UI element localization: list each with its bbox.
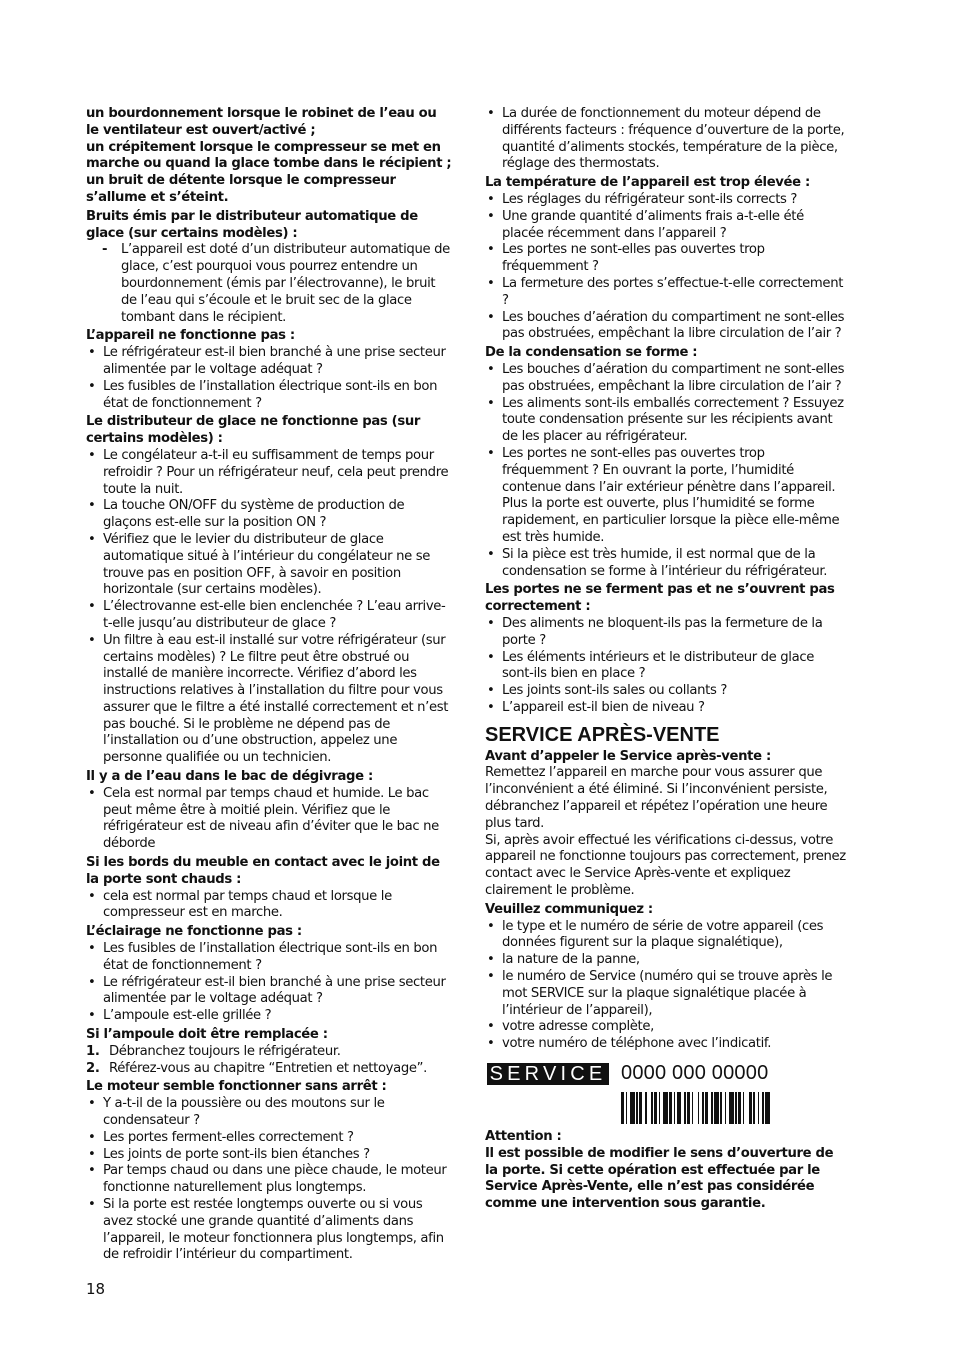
section-heading: Attention : xyxy=(485,1129,562,1145)
list-item: • Si la porte est restée longtemps ouverte ou si vous avez stocké une grande quantité d’aliments dans l’appareil, le moteur fonctionnera plus longtemps, afin de refroidir l’intérieur du compartiment. xyxy=(86,1197,452,1264)
item-text: Référez-vous au chapitre “Entretien et nettoyage”. xyxy=(109,1060,427,1076)
bullet-list xyxy=(86,345,452,412)
list-item: • le numéro de Service (numéro qui se trouve après le mot SERVICE sur la plaque signalétique placée à l’intérieur de l’appareil), xyxy=(485,969,849,1019)
list-item: • Des aliments ne bloquent-ils pas la fermeture de la porte ? xyxy=(485,616,849,650)
bullet-list xyxy=(86,448,452,767)
list-item: • votre numéro de téléphone avec l’indicatif. xyxy=(485,1036,849,1053)
item-text: Débranchez toujours le réfrigérateur. xyxy=(109,1043,341,1059)
left-column xyxy=(86,106,452,1264)
bullet-list xyxy=(86,941,452,1025)
section-heading: Avant d’appeler le Service après-vente : xyxy=(485,748,771,764)
list-item: • Les portes ne sont-elles pas ouvertes trop fréquemment ? xyxy=(485,242,849,276)
list-item: • Les joints sont-ils sales ou collants ? xyxy=(485,683,849,700)
list-item: • Les portes ferment-elles correctement ? xyxy=(86,1130,452,1147)
bullet-list xyxy=(485,616,849,717)
list-item: • Par temps chaud ou dans une pièce chaude, le moteur fonctionne naturellement plus longtemps. xyxy=(86,1163,452,1197)
list-item: • Le réfrigérateur est-il bien branché à une prise secteur alimentée par le voltage adéquat ? xyxy=(86,975,452,1009)
list-item: • Les aliments sont-ils emballés correctement ? Essuyez toute condensation présente sur les récipients avant de les placer au réfrigérateur. xyxy=(485,396,849,446)
page-number: 18 xyxy=(86,1280,106,1298)
service-plate xyxy=(485,1059,849,1127)
service-number: 0000 000 00000 xyxy=(621,1062,769,1085)
section-heading: Il y a de l’eau dans le bac de dégivrage : xyxy=(86,769,373,785)
section-heading: Le moteur semble fonctionner sans arrêt : xyxy=(86,1079,387,1095)
list-item: • Les portes ne sont-elles pas ouvertes trop fréquemment ? En ouvrant la porte, l’humidité contenue dans l’air extérieur pénètre dans l’appareil. Plus la porte est ouverte, plus l’humidité se forme rapidement, en particulier lorsque la pièce elle-même est très humide. xyxy=(485,446,849,547)
section-heading: Si les bords du meuble en contact avec le joint de la porte sont chauds : xyxy=(86,855,440,887)
section-heading: Si l’ampoule doit être remplacée : xyxy=(86,1027,328,1043)
barcode-image xyxy=(621,1092,771,1124)
list-item: • Le congélateur a-t-il eu suffisamment de temps pour refroidir ? Pour un réfrigérateur neuf, cela peut prendre toute la nuit. xyxy=(86,448,452,498)
bullet-list xyxy=(485,106,849,173)
bullet-list xyxy=(86,889,452,923)
section-heading: La température de l’appareil est trop élevée : xyxy=(485,175,810,191)
list-item: • cela est normal par temps chaud et lorsque le compresseur est en marche. xyxy=(86,889,452,923)
bullet-list xyxy=(485,362,849,580)
list-item: • L’électrovanne est-elle bien enclenchée ? L’eau arrive-t-elle jusqu’au distributeur de glace ? xyxy=(86,599,452,633)
item-number: 1. xyxy=(86,1043,100,1059)
bullet-list xyxy=(485,919,849,1053)
bullet-list xyxy=(485,192,849,343)
section-heading: L’éclairage ne fonctionne pas : xyxy=(86,924,302,940)
bullet-list xyxy=(86,786,452,853)
list-item: • La fermeture des portes s’effectue-t-elle correctement ? xyxy=(485,276,849,310)
numbered-item xyxy=(86,1044,452,1061)
list-item: • La durée de fonctionnement du moteur dépend de différents facteurs : fréquence d’ouverture de la porte, quantité d’aliments stockés, température de la pièce, réglage des thermostats. xyxy=(485,106,849,173)
bold-paragraph: un crépitement lorsque le compresseur se met en marche ou quand la glace tombe dans le récipient ; un bruit de détente lorsque le compresseur s’allume et s’éteint. xyxy=(86,139,452,205)
right-column xyxy=(485,106,849,1213)
bold-paragraph: un bourdonnement lorsque le robinet de l’eau ou le ventilateur est ouvert/activé ; xyxy=(86,106,437,138)
list-item: • L’ampoule est-elle grillée ? xyxy=(86,1008,452,1025)
barcode-bar xyxy=(770,1092,772,1124)
list-item: • Un filtre à eau est-il installé sur votre réfrigérateur (sur certains modèles) ? Le filtre peut être obstrué ou installé de manière incorrecte. Vérifiez d’abord les instructions relatives à l’installation du filtre pour vous assurer que le filtre a été installé correctement et n’est pas bouché. Si le problème ne dépend pas de l’installation ou d’une obstruction, appelez une personne qualifiée ou un technicien. xyxy=(86,633,452,767)
list-item: • Les fusibles de l’installation électrique sont-ils en bon état de fonctionnement ? xyxy=(86,379,452,413)
bold-paragraph: Il est possible de modifier le sens d’ouverture de la porte. Si cette opération est effectuée par le Service Après-Vente, elle n’est pas considérée comme une intervention sous garantie. xyxy=(485,1145,834,1212)
list-item: • Les éléments intérieurs et le distributeur de glace sont-ils bien en place ? xyxy=(485,650,849,684)
list-item: • le type et le numéro de série de votre appareil (ces données figurent sur la plaque signalétique), xyxy=(485,919,849,953)
numbered-list xyxy=(86,1044,452,1078)
section-heading: Bruits émis par le distributeur automatique de glace (sur certains modèles) : xyxy=(86,208,418,241)
section-heading: De la condensation se forme : xyxy=(485,345,698,361)
list-item: • L’appareil est-il bien de niveau ? xyxy=(485,700,849,717)
list-item: • Les joints de porte sont-ils bien étanches ? xyxy=(86,1147,452,1164)
service-label: SERVICE xyxy=(487,1063,609,1085)
section-heading: Veuillez communiquez : xyxy=(485,901,653,917)
paragraph: Remettez l’appareil en marche pour vous assurer que l’inconvénient a été éliminé. Si l’inconvénient persiste, débranchez l’appareil et répétez l’opération une heure plus tard. xyxy=(485,765,828,831)
list-item: • votre adresse complète, xyxy=(485,1019,849,1036)
list-item: • Les fusibles de l’installation électrique sont-ils en bon état de fonctionnement ? xyxy=(86,941,452,975)
list-item: • Le réfrigérateur est-il bien branché à une prise secteur alimentée par le voltage adéquat ? xyxy=(86,345,452,379)
list-item: • Y a-t-il de la poussière ou des moutons sur le condensateur ? xyxy=(86,1096,452,1130)
list-item: • La touche ON/OFF du système de production de glaçons est-elle sur la position ON ? xyxy=(86,498,452,532)
section-heading: Les portes ne se ferment pas et ne s’ouvrent pas correctement : xyxy=(485,582,835,615)
list-item: • Une grande quantité d’aliments frais a-t-elle été placée récemment dans l’appareil ? xyxy=(485,209,849,243)
bullet-list xyxy=(86,1096,452,1264)
list-item: - L’appareil est doté d’un distributeur automatique de glace, c’est pourquoi vous pourrez entendre un bourdonnement (émis par l’électrovanne), le bruit de l’eau qui s’écoule et le bruit sec de la glace tombant dans le récipient. xyxy=(86,242,452,326)
numbered-item xyxy=(86,1061,452,1078)
item-number: 2. xyxy=(86,1060,100,1076)
list-item: • Cela est normal par temps chaud et humide. Le bac peut même être à moitié plein. Vérifiez que le réfrigérateur est de niveau afin d’éviter que le bac ne déborde xyxy=(86,786,452,853)
section-heading: L’appareil ne fonctionne pas : xyxy=(86,328,295,344)
list-item: • la nature de la panne, xyxy=(485,952,849,969)
paragraph: Si, après avoir effectué les vérifications ci-dessus, votre appareil ne fonctionne toujours pas correctement, prenez contact avec le Service Après-vente et expliquez clairement le problème. xyxy=(485,832,846,899)
dash-list xyxy=(86,242,452,326)
list-item: • Si la pièce est très humide, il est normal que de la condensation se forme à l’intérieur du réfrigérateur. xyxy=(485,547,849,581)
list-item: • Les bouches d’aération du compartiment ne sont-elles pas obstruées, empêchant la libre circulation de l’air ? xyxy=(485,310,849,344)
section-heading: Le distributeur de glace ne fonctionne pas (sur certains modèles) : xyxy=(86,414,421,447)
list-item: • Les réglages du réfrigérateur sont-ils corrects ? xyxy=(485,192,849,209)
list-item: • Vérifiez que le levier du distributeur de glace automatique situé à l’intérieur du congélateur ne se trouve pas en position OFF, à savoir en position horizontale (sur certains modèles). xyxy=(86,532,452,599)
list-item: • Les bouches d’aération du compartiment ne sont-elles pas obstruées, empêchant la libre circulation de l’air ? xyxy=(485,362,849,396)
service-section-title: SERVICE APRÈS-VENTE xyxy=(485,723,720,746)
